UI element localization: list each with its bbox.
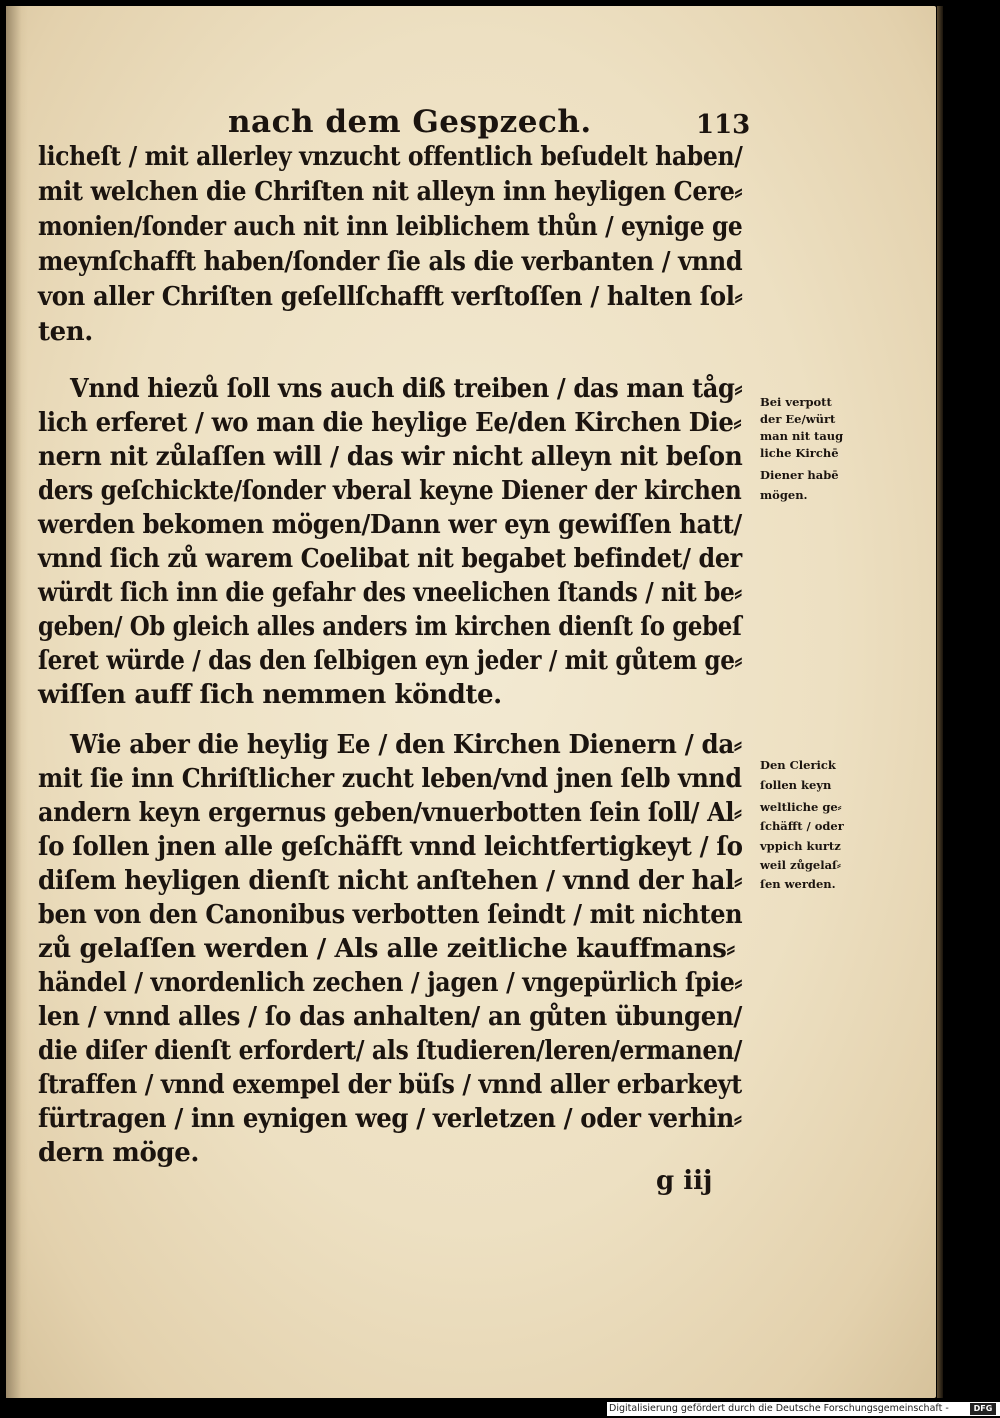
- text-line: geben/ Ob gleich alles anders im kirchen dienſt ſo gebeſ: [38, 612, 742, 642]
- dfg-logo[interactable]: DFG: [970, 1403, 996, 1415]
- text-line: licheſt / mit allerley vnzucht offentlich beſudelt haben/: [38, 142, 743, 172]
- text-line: monien/ſonder auch nit inn leiblichem thůn / eynige ge: [38, 212, 743, 242]
- marginal-note-line: weltliche ge⸗: [760, 800, 842, 814]
- text-line: ſeret würde / das den ſelbigen eyn jeder / mit gůtem ge⸗: [38, 646, 743, 676]
- text-line: ſtraffen / vnnd exempel der büſs / vnnd aller erbarkeyt: [38, 1070, 742, 1100]
- marginal-note-line: man nit taug: [760, 429, 844, 443]
- marginal-note-line: der Ee/würt: [760, 412, 836, 426]
- text-line: würdt ſich inn die gefahr des vneelichen ſtands / nit be⸗: [38, 578, 742, 608]
- text-line: mit welchen die Chriſten nit alleyn inn heyligen Cere⸗: [38, 177, 743, 207]
- text-line: ders geſchickte/ſonder vberal keyne Diener der kirchen: [38, 476, 742, 506]
- text-line: mit ſie inn Chriſtlicher zucht leben/vnd jnen ſelb vnnd: [38, 764, 742, 794]
- marginal-note-line: weil zůgelaſ⸗: [760, 858, 841, 872]
- text-line: len / vnnd alles / ſo das anhalten/ an gůten übungen/: [38, 1002, 742, 1032]
- marginal-note-line: ſen werden.: [760, 877, 836, 891]
- page-number: 113: [696, 110, 751, 140]
- signature-mark: g iij: [656, 1166, 713, 1196]
- marginal-note-line: ſollen keyn: [760, 778, 832, 792]
- text-line: vnnd ſich zů warem Coelibat nit begabet befindet/ der: [38, 544, 742, 574]
- text-line: von aller Chriſten geſellſchafft verſtoſſen / halten ſol⸗: [38, 282, 743, 312]
- marginal-note-line: Den Clerick: [760, 758, 836, 772]
- marginal-note-line: Bei verpott: [760, 395, 832, 409]
- text-line: meynſchafft haben/ſonder ſie als die verbanten / vnnd: [38, 247, 743, 277]
- footer-text: Digitalisierung gefördert durch die Deutsche Forschungsgemeinschaft -: [609, 1403, 949, 1414]
- text-line: nern nit zůlaſſen will / das wir nicht alleyn nit beſon: [38, 442, 743, 472]
- text-line: diſem heyligen dienſt nicht anſtehen / vnnd der hal⸗: [38, 866, 743, 896]
- text-line: zů gelaſſen werden / Als alle zeitliche kauffmans⸗: [38, 934, 735, 964]
- text-line: dern möge.: [38, 1138, 200, 1168]
- text-line: fürtragen / inn eynigen weg / verletzen / oder verhin⸗: [38, 1104, 742, 1134]
- running-head: nach dem Gespzech.: [228, 104, 592, 140]
- marginal-note-line: ſchäfft / oder: [760, 819, 844, 833]
- page-gutter-shadow: [6, 6, 28, 1398]
- text-line: werden bekomen mögen/Dann wer eyn gewiſſen hatt/: [38, 510, 742, 540]
- marginal-note-line: Diener habē: [760, 468, 839, 482]
- text-line: ſo ſollen jnen alle geſchäfft vnnd leichtfertigkeyt / ſo: [38, 832, 743, 862]
- text-line: die diſer dienſt erfordert/ als ſtudieren/leren/ermanen/: [38, 1036, 743, 1066]
- text-line: lich erferet / wo man die heylige Ee/den Kirchen Die⸗: [38, 408, 742, 438]
- marginal-note-line: vppich kurtz: [760, 839, 841, 853]
- text-line: wiſſen auff ſich nemmen köndte.: [38, 680, 502, 710]
- text-line: händel / vnordenlich zechen / jagen / vngepürlich ſpie⸗: [38, 968, 743, 998]
- marginal-note-line: liche Kirchē: [760, 446, 839, 460]
- text-line: andern keyn ergernus geben/vnuerbotten ſein ſoll/ Al⸗: [38, 798, 742, 828]
- text-line: Vnnd hiezů ſoll vns auch diß treiben / das man tåg⸗: [70, 374, 743, 404]
- text-line: ten.: [38, 317, 93, 347]
- marginal-note-line: mögen.: [760, 488, 808, 502]
- page-edge: [937, 6, 943, 1398]
- digitization-footer: [607, 1402, 1000, 1416]
- text-line: Wie aber die heylig Ee / den Kirchen Dienern / da⸗: [70, 730, 742, 760]
- text-line: ben von den Canonibus verbotten ſeindt / mit nichten: [38, 900, 743, 930]
